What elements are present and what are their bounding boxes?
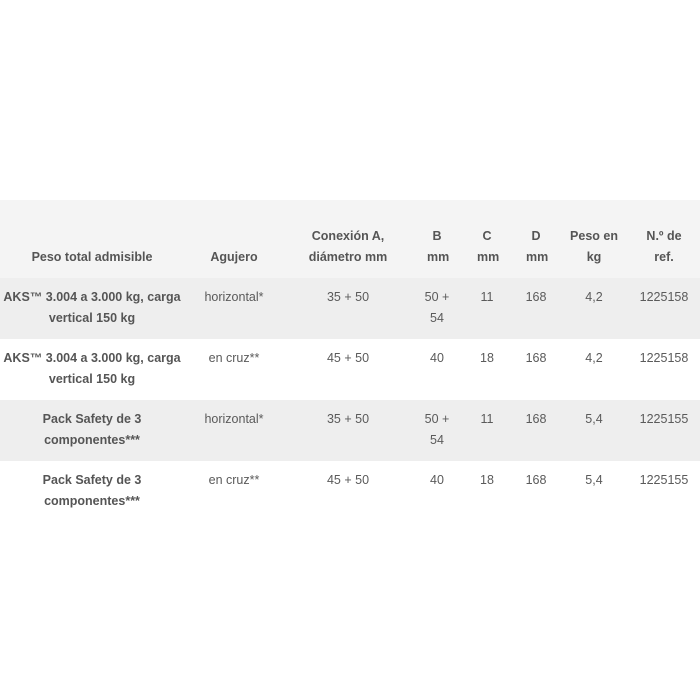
table-row: [0, 400, 700, 461]
cell-d: 168: [525, 473, 547, 487]
cell-c: 11: [480, 412, 494, 426]
cell-conexion-a: 45 + 50: [326, 351, 370, 365]
cell-agujero: en cruz**: [208, 351, 260, 365]
cell-conexion-a: 35 + 50: [326, 412, 370, 426]
cell-ref: 1225155: [639, 473, 689, 487]
header-peso-total: Peso total admisible: [31, 250, 153, 264]
cell-peso: 4,2: [585, 351, 603, 365]
cell-ref: 1225155: [639, 412, 689, 426]
cell-c: 18: [480, 473, 494, 487]
cell-conexion-a: 45 + 50: [326, 473, 370, 487]
cell-peso: 5,4: [585, 412, 603, 426]
cell-agujero: horizontal*: [204, 290, 264, 304]
cell-ref: 1225158: [639, 351, 689, 365]
cell-agujero: en cruz**: [208, 473, 260, 487]
cell-b: 50 + 54: [424, 412, 450, 447]
cell-c: 11: [480, 290, 494, 304]
cell-peso-total: AKS™ 3.004 a 3.000 kg, carga vertical 150 kg: [3, 290, 181, 325]
cell-d: 168: [525, 290, 547, 304]
cell-d: 168: [525, 351, 547, 365]
header-c: C mm: [477, 229, 500, 264]
cell-agujero: horizontal*: [204, 412, 264, 426]
cell-peso: 5,4: [585, 473, 603, 487]
table-row: [0, 461, 700, 522]
header-peso: Peso en kg: [570, 229, 618, 264]
cell-ref: 1225158: [639, 290, 689, 304]
cell-b: 40: [430, 351, 444, 365]
cell-peso: 4,2: [585, 290, 603, 304]
header-agujero: Agujero: [210, 250, 258, 264]
header-ref: N.º de ref.: [646, 229, 682, 264]
table-header-row: [0, 200, 700, 278]
header-conexion-a: Conexión A, diámetro mm: [308, 229, 388, 264]
cell-conexion-a: 35 + 50: [326, 290, 370, 304]
header-b: B mm: [427, 229, 450, 264]
table-row: [0, 339, 700, 400]
cell-peso-total: Pack Safety de 3 componentes***: [42, 473, 142, 508]
cell-peso-total: Pack Safety de 3 componentes***: [42, 412, 142, 447]
cell-peso-total: AKS™ 3.004 a 3.000 kg, carga vertical 150 kg: [3, 351, 181, 386]
cell-b: 40: [430, 473, 444, 487]
product-spec-table: [0, 200, 700, 522]
header-d: D mm: [526, 229, 549, 264]
cell-c: 18: [480, 351, 494, 365]
table-row: [0, 278, 700, 339]
cell-d: 168: [525, 412, 547, 426]
product-spec-table-container: [0, 200, 700, 522]
cell-b: 50 + 54: [424, 290, 450, 325]
